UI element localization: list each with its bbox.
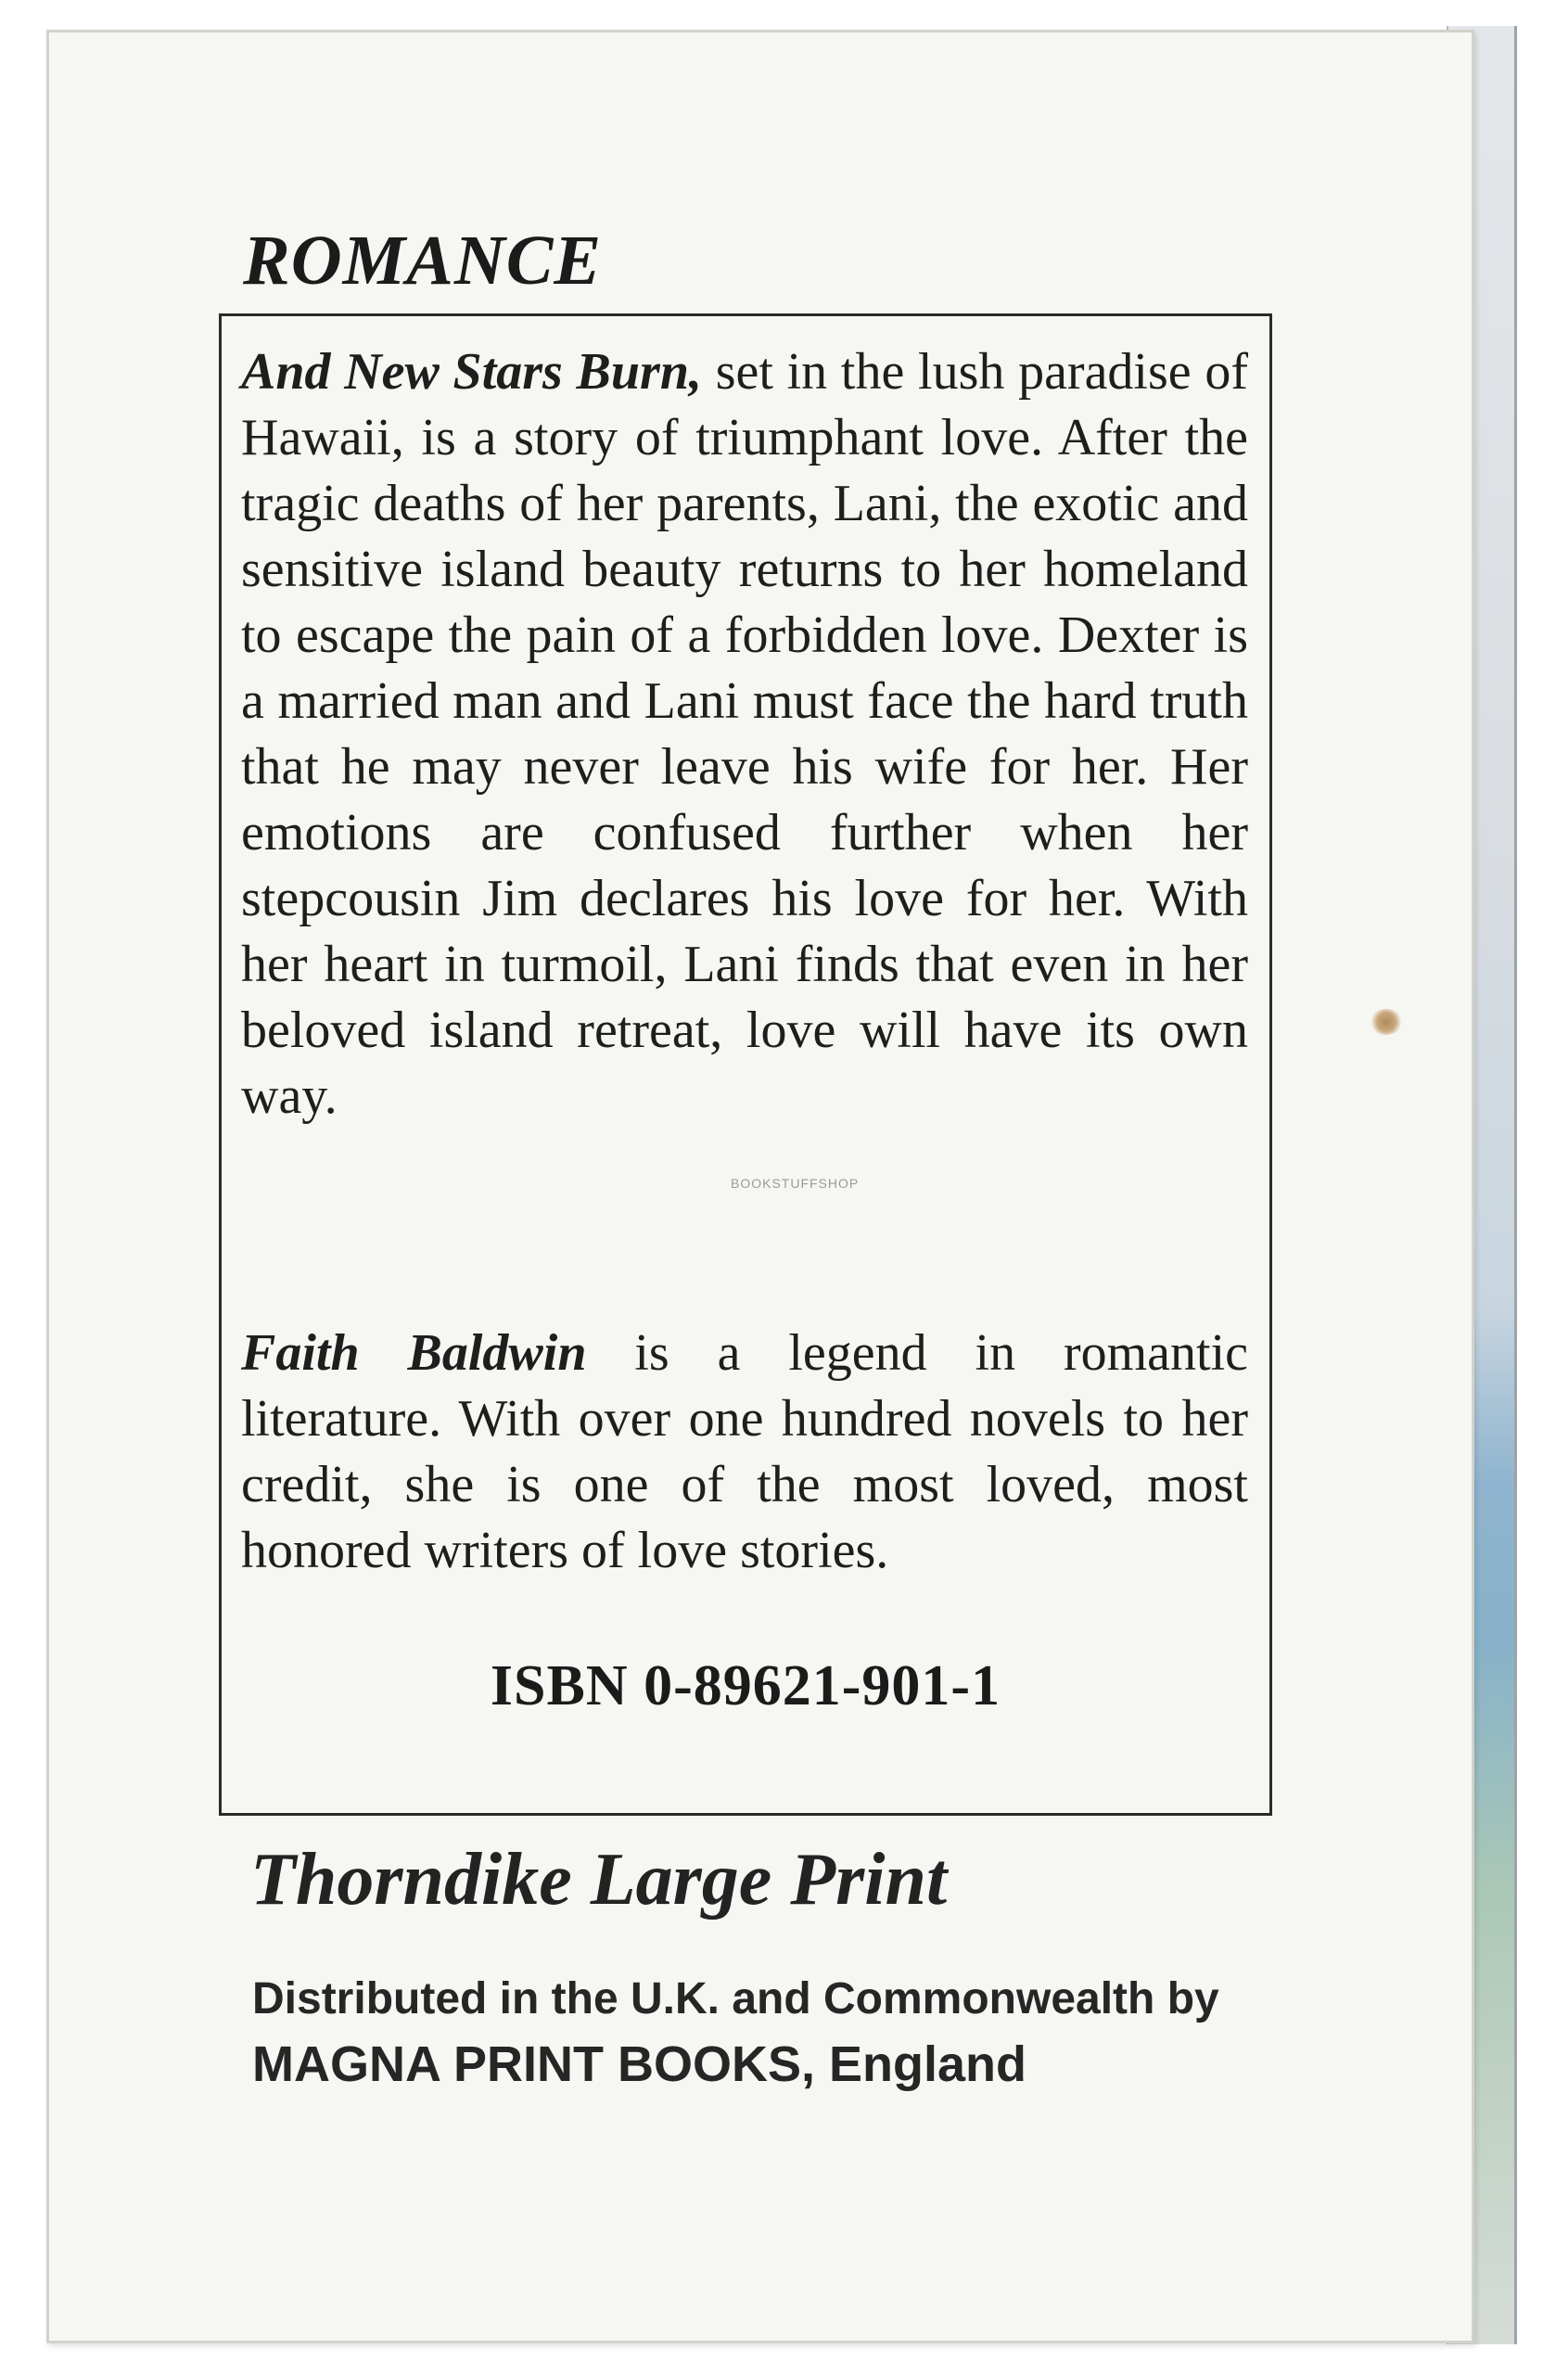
- distributor-name: MAGNA PRINT BOOKS, England: [252, 2036, 1026, 2092]
- watermark: BOOKSTUFFSHOP: [731, 1176, 860, 1191]
- cover-stain: [1370, 1009, 1402, 1035]
- author-bio-text: is a legend in romantic literature. With over one hundred novels to her credit, she is one of the most loved, most honored writers of love stories.: [241, 1324, 1248, 1579]
- book-title: And New Stars Burn,: [241, 343, 702, 401]
- isbn-number: ISBN 0-89621-901-1: [490, 1654, 1001, 1717]
- synopsis-text: set in the lush paradise of Hawaii, is a story of triumphant love. After the tragic deaths of her parents, Lani, the exotic and sensitive island beauty returns to her homeland to escape the pain of a forbidden love. Dexter is a married man and Lani must face the hard truth that he may never leave his wife for her. Her emotions are confused further when her stepcousin Jim declares his love for her. With her heart in turmoil, Lani finds that even in her beloved island retreat, love will have its own way.: [241, 343, 1248, 1125]
- genre-heading: ROMANCE: [243, 222, 603, 300]
- synopsis-paragraph: [241, 339, 1248, 1130]
- author-name: Faith Baldwin: [241, 1324, 587, 1382]
- author-bio-paragraph: [241, 1321, 1248, 1584]
- distribution-notice: Distributed in the U.K. and Commonwealth by: [252, 1974, 1219, 2023]
- publisher-imprint: Thorndike Large Print: [250, 1839, 948, 1921]
